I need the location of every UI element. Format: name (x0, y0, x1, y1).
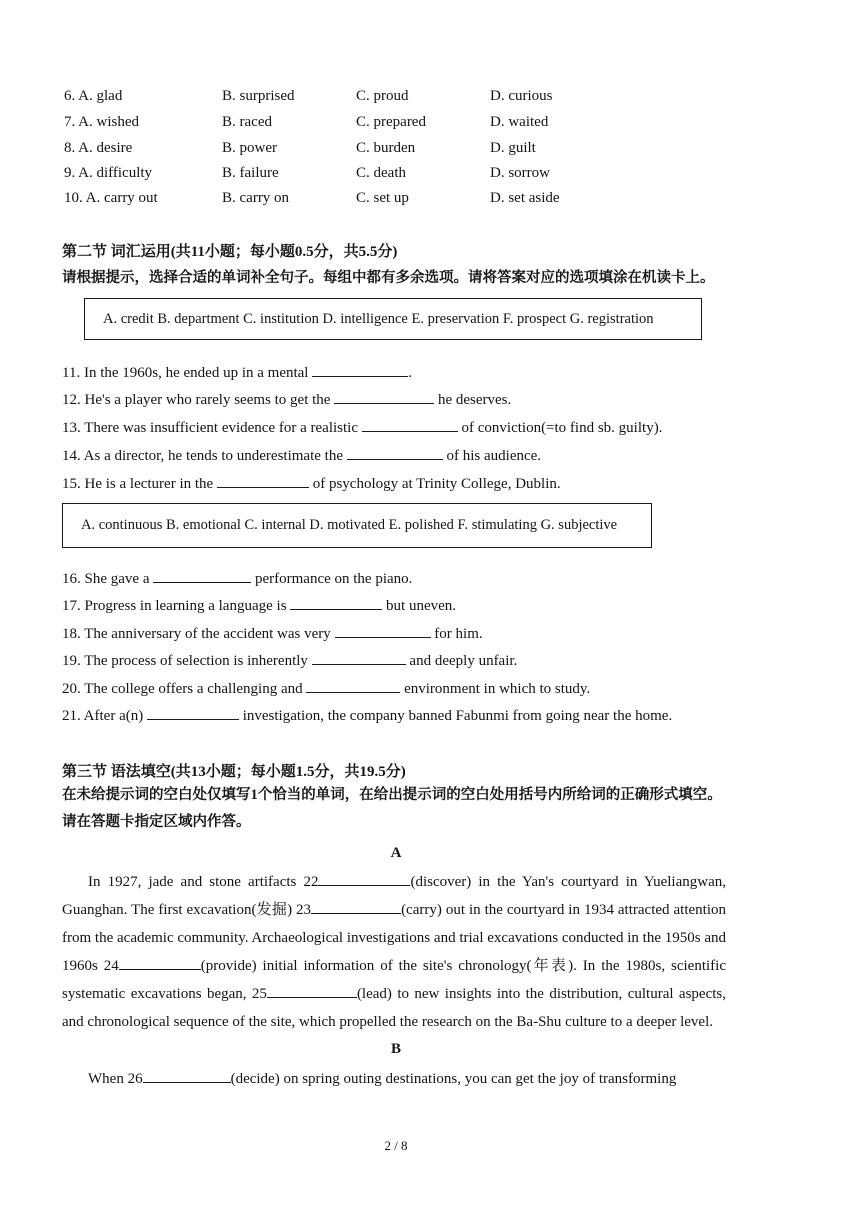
question-21 (62, 705, 672, 725)
option-a: 9. A. difficulty (64, 165, 153, 181)
option-row-6 (0, 88, 868, 112)
question-text: performance on the piano. (254, 571, 413, 587)
answer-blank-22[interactable] (318, 871, 410, 886)
answer-blank[interactable] (347, 445, 443, 460)
question-11 (62, 362, 412, 382)
word-bank-2: A. continuous B. emotional C. internal D. motivated E. polished F. stimulating G. subjective (62, 503, 652, 548)
option-a: 7. A. wished (64, 114, 139, 130)
option-a: 10. A. carry out (64, 190, 158, 206)
answer-blank[interactable] (312, 362, 408, 377)
option-row-9 (0, 165, 868, 189)
page-number: 2 / 8 (384, 1138, 408, 1153)
answer-blank[interactable] (153, 568, 251, 583)
option-row-10 (0, 190, 868, 214)
question-14 (62, 445, 541, 465)
option-b: B. carry on (222, 190, 290, 206)
question-text: 12. He's a player who rarely seems to get the (62, 392, 331, 408)
passage-text: (discover) in the Yan's courtyard in Yueliangwan, Guanghan. The first excavation(发掘) 23 (62, 874, 726, 918)
option-c: C. proud (356, 88, 409, 104)
question-13 (62, 417, 662, 437)
question-text: 11. In the 1960s, he ended up in a mental (62, 365, 309, 381)
option-row-7 (0, 114, 868, 138)
question-text: he deserves. (437, 392, 512, 408)
question-16 (62, 568, 412, 588)
answer-blank-23[interactable] (311, 899, 401, 914)
option-d: D. guilt (490, 140, 536, 156)
option-c: C. set up (356, 190, 409, 206)
question-text: 13. There was insufficient evidence for a realistic (62, 420, 358, 436)
question-text: 15. He is a lecturer in the (62, 476, 214, 492)
question-15 (62, 473, 561, 493)
option-b: B. failure (222, 165, 279, 181)
option-c: C. death (356, 165, 406, 181)
question-18 (62, 623, 483, 643)
question-text: of psychology at Trinity College, Dublin. (312, 476, 561, 492)
option-a: 8. A. desire (64, 140, 133, 156)
section-3-title: 第三节 语法填空(共13小题；每小题1.5分，共19.5分) (62, 764, 406, 780)
answer-blank[interactable] (217, 473, 309, 488)
section-2-title: 第二节 词汇运用(共11小题；每小题0.5分，共5.5分) (62, 244, 398, 260)
question-text: . (408, 365, 412, 381)
question-text: environment in which to study. (404, 681, 591, 697)
passage-text: (provide) initial information of the site's chronology(年表). In the 1980s, scientific systematic excavations began, 25 (62, 958, 726, 1002)
question-17 (62, 595, 456, 615)
answer-blank-24[interactable] (119, 955, 201, 970)
question-text: 20. The college offers a challenging and (62, 681, 303, 697)
passage-b (62, 1065, 726, 1093)
question-12 (62, 389, 511, 409)
section-2-instruction: 请根据提示，选择合适的单词补全句子。每组中都有多余选项。请将答案对应的选项填涂在机读卡上。 (62, 270, 715, 286)
option-b: B. surprised (222, 88, 295, 104)
passage-text: (carry) out in the courtyard in 1934 attracted attention from the academic community. Archaeological investigations and trial excavations conducted in the 1950s and 1960s 24 (62, 902, 726, 974)
answer-blank[interactable] (335, 623, 431, 638)
passage-b-label: B (390, 1041, 401, 1057)
question-text: of conviction(=to find sb. guilty). (461, 420, 663, 436)
passage-text: (lead) to new insights into the distribution, cultural aspects, and chronological sequence of the site, which propelled the research on the Ba-Shu culture to a deeper level. (62, 986, 726, 1030)
answer-blank[interactable] (312, 650, 406, 665)
answer-blank[interactable] (306, 678, 400, 693)
question-text: 17. Progress in learning a language is (62, 598, 287, 614)
section-3-instruction: 在未给提示词的空白处仅填写1个恰当的单词，在给出提示词的空白处用括号内所给词的正确形式填空。请在答题卡指定区域内作答。 (62, 787, 722, 830)
option-b: B. raced (222, 114, 272, 130)
question-text: for him. (434, 626, 483, 642)
question-text: of his audience. (446, 448, 542, 464)
question-text: 19. The process of selection is inherently (62, 653, 308, 669)
option-b: B. power (222, 140, 277, 156)
question-text: and deeply unfair. (409, 653, 518, 669)
answer-blank[interactable] (290, 595, 382, 610)
option-d: D. waited (490, 114, 549, 130)
passage-text: (decide) on spring outing destinations, you can get the joy of transforming (230, 1071, 677, 1087)
question-text: 16. She gave a (62, 571, 150, 587)
option-d: D. set aside (490, 190, 560, 206)
option-c: C. burden (356, 140, 416, 156)
option-a: 6. A. glad (64, 88, 123, 104)
question-text: investigation, the company banned Fabunmi from going near the home. (242, 708, 673, 724)
word-bank-1: A. credit B. department C. institution D. intelligence E. preservation F. prospect G. registration (84, 298, 702, 340)
answer-blank[interactable] (334, 389, 434, 404)
option-row-8 (0, 140, 868, 164)
passage-a (62, 868, 726, 1036)
answer-blank[interactable] (362, 417, 458, 432)
question-text: 14. As a director, he tends to underestimate the (62, 448, 343, 464)
question-text: but uneven. (386, 598, 457, 614)
option-c: C. prepared (356, 114, 426, 130)
question-text: 18. The anniversary of the accident was very (62, 626, 331, 642)
passage-text: In 1927, jade and stone artifacts 22 (88, 874, 319, 890)
passage-text: When 26 (88, 1071, 143, 1087)
question-text: 21. After a(n) (62, 708, 144, 724)
question-20 (62, 678, 590, 698)
option-d: D. curious (490, 88, 553, 104)
option-d: D. sorrow (490, 165, 550, 181)
answer-blank[interactable] (147, 705, 239, 720)
question-19 (62, 650, 517, 670)
passage-a-label: A (390, 845, 402, 861)
answer-blank-25[interactable] (267, 983, 357, 998)
answer-blank-26[interactable] (143, 1068, 231, 1083)
